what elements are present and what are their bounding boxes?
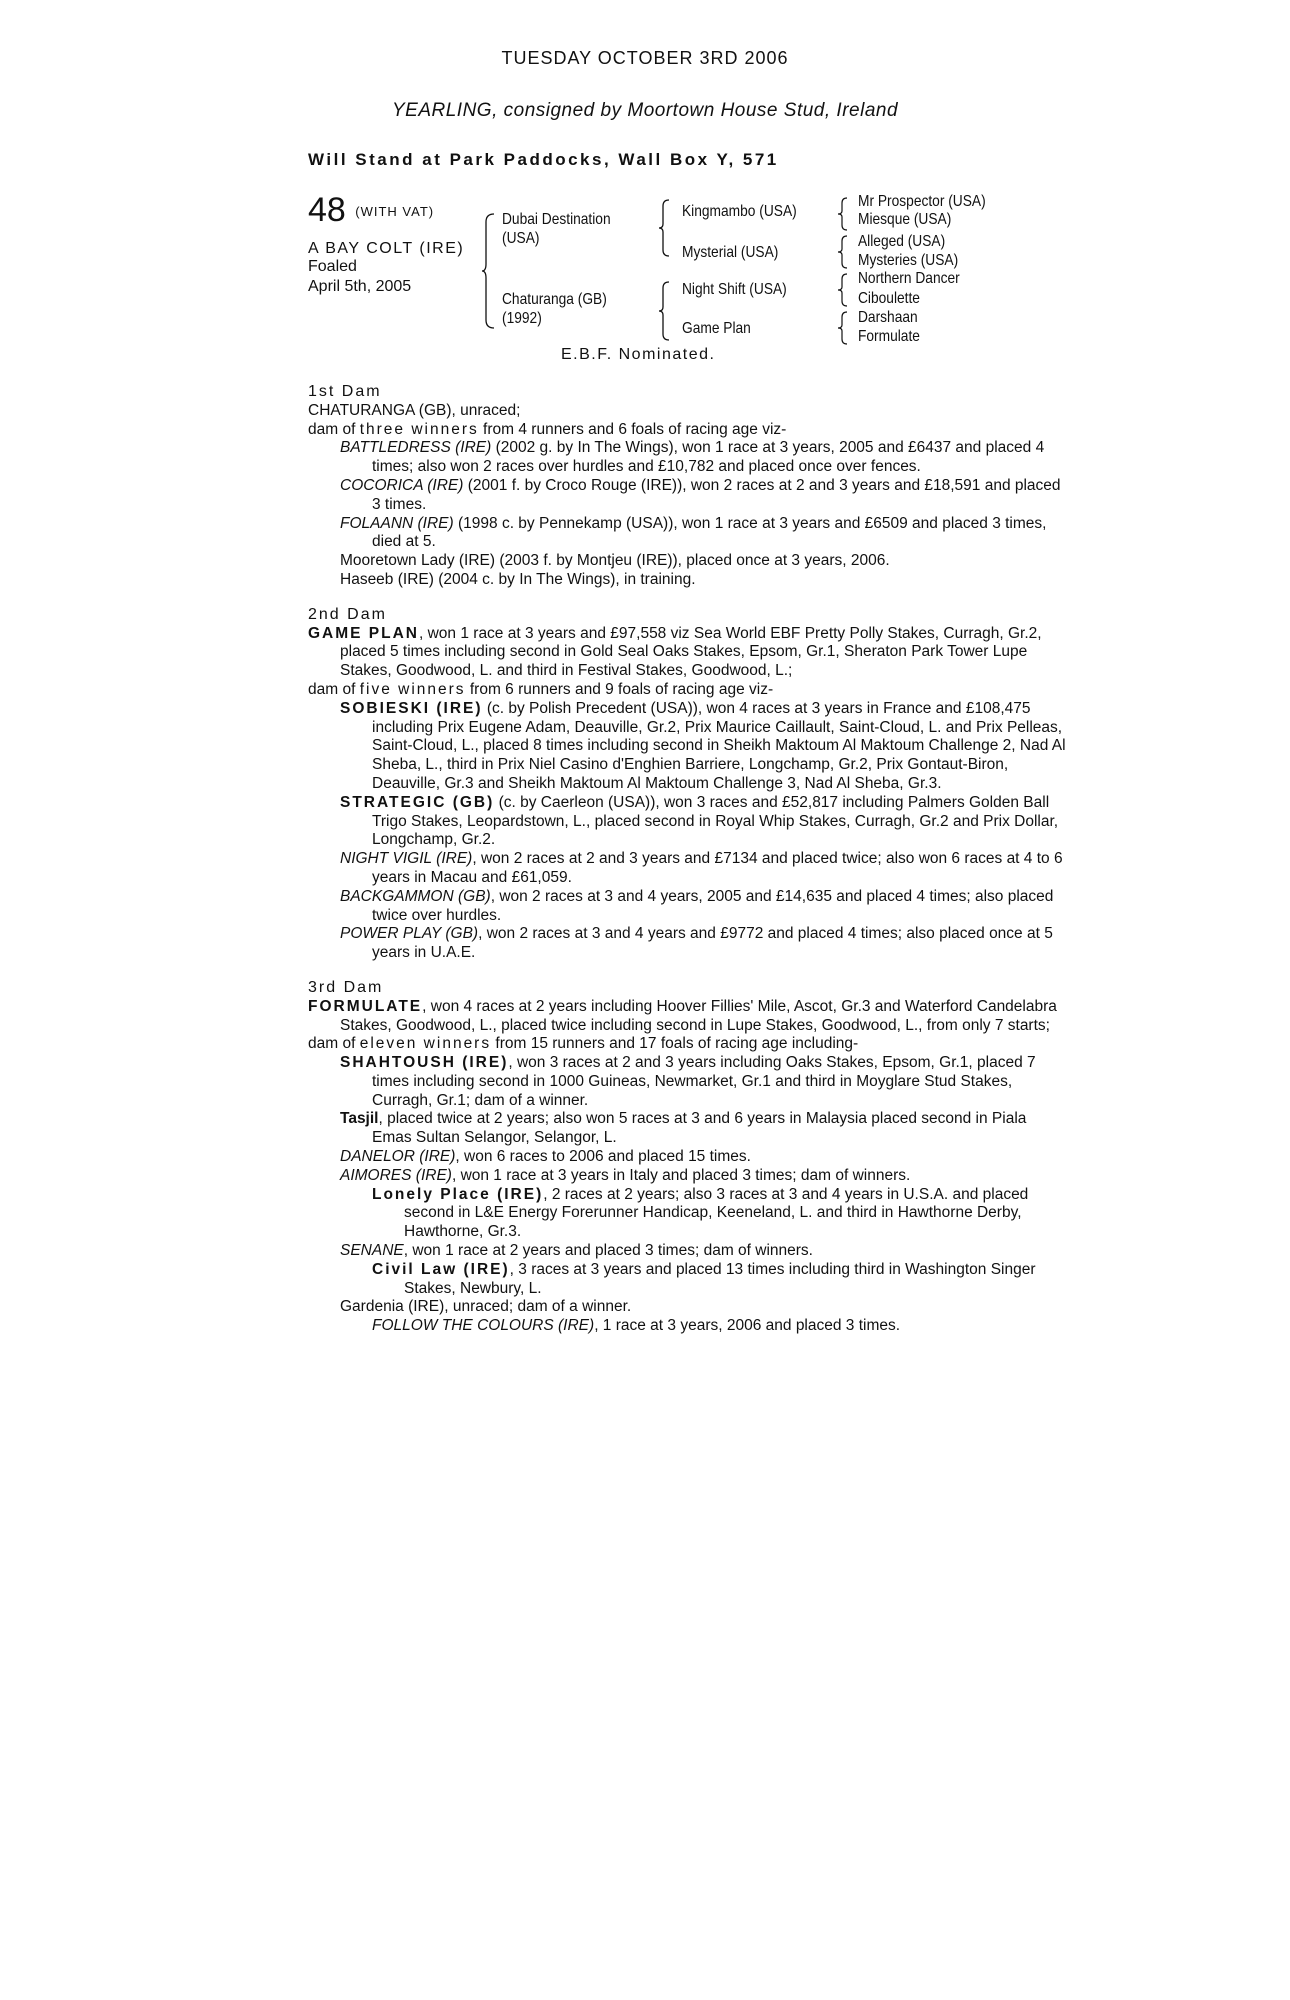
progeny-entry — [308, 571, 1068, 590]
progeny-record: Gardenia (IRE), unraced; dam of a winner. — [340, 1298, 632, 1316]
second-dam-race-record: , won 1 race at 3 years and £97,558 viz Sea World EBF Pretty Polly Stakes, Curragh, Gr.2, placed 5 times including second in Gold Seal Oaks Stakes, Epsom, Gr.1, Sheraton Park Tower Lupe Stakes, Goodwood, L. and third in Festival Stakes, Goodwood, L.; — [340, 624, 1042, 680]
progeny-record: (2001 f. by Croco Rouge (IRE)), won 2 races at 2 and 3 years and £18,591 and placed 3 times. — [372, 476, 1061, 513]
pedigree-sd: Mysterial (USA) — [682, 244, 779, 261]
third-dam-progeny-list — [308, 1054, 1068, 1336]
pedigree-ds: Night Shift (USA) — [682, 281, 787, 298]
progeny-entry — [308, 552, 1068, 571]
progeny-name: Tasjil — [340, 1110, 379, 1128]
progeny-name: BACKGAMMON (GB) — [340, 887, 491, 905]
consignment-line: YEARLING, consigned by Moortown House Stud, Ireland — [391, 100, 899, 121]
progeny-record: Mooretown Lady (IRE) (2003 f. by Montjeu (IRE)), placed once at 3 years, 2006. — [340, 552, 890, 570]
pedigree-dds: Darshaan — [858, 309, 918, 326]
winners-count: three winners — [359, 420, 479, 438]
lot-number-value: 48 — [308, 191, 346, 229]
lot-description — [308, 240, 464, 296]
pedigree-brace-ss — [838, 196, 848, 232]
sale-date: TUESDAY OCTOBER 3RD 2006 — [501, 48, 789, 68]
progeny-record: (1998 c. by Pennekamp (USA)), won 1 race at 3 years and £6509 and placed 3 times, died at 5. — [372, 514, 1047, 551]
progeny-entry — [308, 477, 1068, 515]
progeny-record: , 2 races at 2 years; also 3 races at 3 and 4 years in U.S.A. and placed second in L&E Energy Forerunner Handicap, Keeneland, L. and third in Hawthorne Derby, Hawthorne, Gr.3. — [404, 1185, 1029, 1241]
first-dam-name: CHATURANGA (GB), unraced; — [308, 401, 521, 419]
lot-number — [308, 192, 434, 230]
pedigree-sds: Alleged (USA) — [858, 233, 946, 250]
progeny-record: (c. by Polish Precedent (USA)), won 4 races at 3 years in France and £108,475 including Prix Eugene Adam, Deauville, Gr.2, Prix Maurice Caillault, Saint-Cloud, L. and Prix Pelleas, Saint-Cloud, L., placed 8 times including second in Sheikh Maktoum Al Maktoum Challenge 2, Nad Al Sheba, L., third in Prix Niel Casino d'Enghien Barriere, Longchamp, Gr.2, Prix Gontaut-Biron, Deauville, Gr.3 and Sheikh Maktoum Al Maktoum Challenge 3, Nad Al Sheba, Gr.3. — [372, 699, 1066, 792]
progeny-name: Civil Law (IRE) — [372, 1260, 510, 1278]
first-dam-heading: 1st Dam — [308, 383, 382, 400]
ebf-nominated: E.B.F. Nominated. — [561, 346, 716, 363]
progeny-record: , won 2 races at 2 and 3 years and £7134 and placed twice; also won 6 races at 4 to 6 years in Macau and £61,059. — [372, 850, 1063, 886]
second-dam-name: GAME PLAN — [308, 624, 419, 642]
pedigree-sire — [502, 210, 611, 248]
progeny-entry — [308, 1242, 1068, 1261]
progeny-record: , won 1 race at 3 years in Italy and placed 3 times; dam of winners. — [451, 1166, 911, 1184]
pedigree-brace-main — [482, 212, 496, 330]
progeny-entry — [308, 1148, 1068, 1167]
sire-country: (USA) — [502, 230, 540, 247]
pedigree-dam — [502, 290, 607, 328]
progeny-record: (c. by Caerleon (USA)), won 3 races and £52,817 including Palmers Golden Ball Trigo Stakes, Leopardstown, L., placed second in Royal Whip Stakes, Curragh, Gr.2 and Prix Dollar, Longchamp, Gr.2. — [372, 793, 1059, 849]
second-dam-summary — [308, 681, 1068, 700]
third-dam-race-record: , won 4 races at 2 years including Hoover Fillies' Mile, Ascot, Gr.3 and Waterford Candelabra Stakes, Goodwood, L., placed twice including second in Lupe Stakes, Goodwood, L., from only 7 starts; — [340, 997, 1057, 1034]
progeny-name: Lonely Place (IRE) — [372, 1185, 544, 1203]
dam-of-prefix: dam of — [308, 420, 360, 438]
progeny-entry — [308, 700, 1068, 794]
progeny-name: SOBIESKI (IRE) — [340, 699, 483, 717]
pedigree-brace-dam — [659, 280, 671, 342]
pedigree-brace-sire — [659, 198, 671, 258]
progeny-name: FOLLOW THE COLOURS (IRE) — [372, 1317, 595, 1335]
pedigree-sdd: Mysteries (USA) — [858, 252, 959, 269]
progeny-entry — [308, 1186, 1068, 1242]
vat-note: (WITH VAT) — [355, 204, 435, 220]
sire-name: Dubai Destination — [502, 211, 611, 228]
progeny-record: , won 2 races at 3 and 4 years, 2005 and £14,635 and placed 4 times; also placed twice over hurdles. — [372, 887, 1054, 924]
third-dam-section — [308, 979, 1068, 1336]
second-dam-progeny-list — [308, 700, 1068, 963]
foaled-label: Foaled — [308, 258, 357, 275]
progeny-name: DANELOR (IRE) — [340, 1148, 456, 1166]
winners-count: five winners — [359, 680, 466, 698]
dam-name: Chaturanga (GB) — [502, 291, 607, 308]
progeny-entry — [308, 439, 1068, 477]
progeny-name: SENANE — [340, 1242, 404, 1260]
dam-of-suffix: from 4 runners and 6 foals of racing age viz- — [478, 420, 787, 438]
progeny-name: FOLAANN (IRE) — [340, 514, 454, 532]
progeny-entry — [308, 1317, 1068, 1336]
progeny-name: NIGHT VIGIL (IRE) — [340, 850, 473, 868]
progeny-name: BATTLEDRESS (IRE) — [340, 439, 492, 457]
progeny-name: COCORICA (IRE) — [340, 476, 464, 494]
progeny-entry — [308, 1110, 1068, 1148]
progeny-entry — [308, 1054, 1068, 1110]
progeny-record: , won 1 race at 2 years and placed 3 times; dam of winners. — [403, 1242, 813, 1260]
progeny-record: , won 6 races to 2006 and placed 15 times. — [455, 1148, 751, 1166]
pedigree-brace-sd — [838, 234, 848, 270]
second-dam-record — [308, 625, 1068, 681]
progeny-name: AIMORES (IRE) — [340, 1166, 452, 1184]
progeny-entry — [308, 925, 1068, 963]
progeny-name: SHAHTOUSH (IRE) — [340, 1054, 509, 1072]
pedigree-dss: Northern Dancer — [858, 270, 960, 287]
progeny-record: , won 3 races at 2 and 3 years including Oaks Stakes, Epsom, Gr.1, placed 7 times including second in 1000 Guineas, Newmarket, Gr.1 and third in Moyglare Stud Stakes, Curragh, Gr.1; dam of a winner. — [372, 1054, 1036, 1109]
pedigree-ss: Kingmambo (USA) — [682, 203, 797, 220]
second-dam-heading: 2nd Dam — [308, 605, 387, 623]
progeny-entry — [308, 794, 1068, 850]
pedigree-dd: Game Plan — [682, 320, 751, 337]
progeny-record: , 1 race at 3 years, 2006 and placed 3 times. — [594, 1317, 901, 1335]
foaled-date: April 5th, 2005 — [308, 278, 412, 295]
progeny-entry — [308, 1261, 1068, 1299]
progeny-entry — [308, 515, 1068, 553]
dam-year: (1992) — [502, 310, 542, 327]
progeny-name: POWER PLAY (GB) — [340, 925, 479, 943]
progeny-entry — [308, 1167, 1068, 1186]
progeny-entry — [308, 888, 1068, 926]
progeny-record: , won 2 races at 3 and 4 years and £9772 and placed 4 times; also placed once at 5 years in U.A.E. — [372, 925, 1053, 962]
pedigree-ssd: Miesque (USA) — [858, 211, 952, 228]
third-dam-record — [308, 998, 1068, 1036]
pedigree-ddd: Formulate — [858, 328, 920, 345]
colt-name: A BAY COLT (IRE) — [308, 240, 465, 257]
dam-of-suffix: from 6 runners and 9 foals of racing age viz- — [465, 680, 774, 698]
dam-of-suffix: from 15 runners and 17 foals of racing age including- — [491, 1035, 859, 1053]
progeny-entry — [308, 1298, 1068, 1317]
progeny-record: , placed twice at 2 years; also won 5 races at 3 and 6 years in Malaysia placed second in Piala Emas Sultan Selangor, Selangor, L. — [372, 1110, 1027, 1147]
first-dam-summary — [308, 421, 1068, 440]
winners-count: eleven winners — [359, 1035, 492, 1053]
third-dam-name: FORMULATE — [308, 997, 423, 1015]
pedigree-brace-ds — [838, 272, 848, 308]
produce-record — [308, 383, 1068, 1352]
dam-of-prefix: dam of — [308, 1035, 360, 1053]
third-dam-heading: 3rd Dam — [308, 978, 384, 996]
progeny-record: , 3 races at 3 years and placed 13 times including third in Washington Singer Stakes, Newbury, L. — [404, 1260, 1036, 1297]
pedigree-sss: Mr Prospector (USA) — [858, 193, 986, 210]
first-dam-progeny-list — [308, 439, 1068, 589]
pedigree-brace-dd — [838, 310, 848, 346]
pedigree-dsd: Ciboulette — [858, 290, 920, 307]
progeny-record: (2002 g. by In The Wings), won 1 race at 3 years, 2005 and £6437 and placed 4 times; also won 2 races over hurdles and £10,782 and placed once over fences. — [372, 439, 1045, 476]
progeny-entry — [308, 850, 1068, 888]
stand-location: Will Stand at Park Paddocks, Wall Box Y, 571 — [308, 150, 779, 169]
first-dam-section — [308, 383, 1068, 590]
progeny-record: Haseeb (IRE) (2004 c. by In The Wings), in training. — [340, 570, 696, 588]
dam-of-prefix: dam of — [308, 680, 360, 698]
progeny-name: STRATEGIC (GB) — [340, 793, 495, 811]
third-dam-summary — [308, 1035, 1068, 1054]
second-dam-section — [308, 606, 1068, 963]
